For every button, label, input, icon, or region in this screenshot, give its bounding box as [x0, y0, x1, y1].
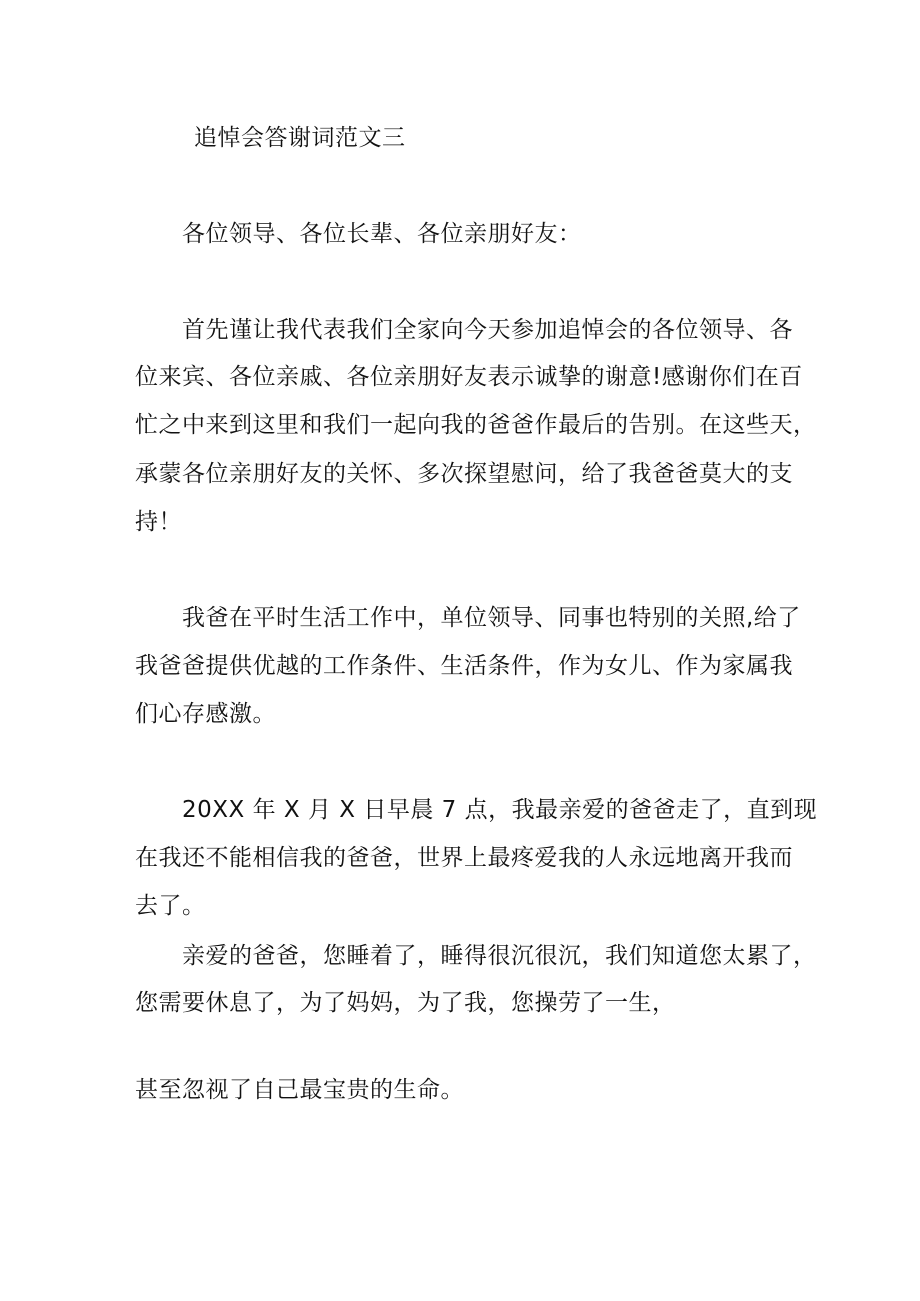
paragraph-line: 承蒙各位亲朋好友的关怀、多次探望慰问，给了我爸爸莫大的支 [135, 461, 793, 487]
paragraph-line: 20XX 年 X 月 X 日早晨 7 点，我最亲爱的爸爸走了，直到现 [182, 797, 818, 823]
paragraph-line: 在我还不能相信我的爸爸，世界上最疼爱我的人永远地离开我而 [135, 845, 793, 871]
paragraph-line: 们心存感激。 [135, 701, 276, 727]
paragraph-line: 亲爱的爸爸，您睡着了，睡得很沉很沉，我们知道您太累了， [182, 943, 817, 969]
paragraph-line: 位来宾、各位亲戚、各位亲朋好友表示诚挚的谢意!感谢你们在百 [135, 364, 803, 390]
paragraph-line: 去了。 [135, 893, 206, 919]
paragraph-line: 忙之中来到这里和我们一起向我的爸爸作最后的告别。在这些天， [135, 412, 817, 438]
paragraph-line: 我爸在平时生活工作中，单位领导、同事也特别的关照,给了 [182, 605, 801, 631]
salutation: 各位领导、各位长辈、各位亲朋好友： [182, 221, 582, 247]
paragraph-line: 您需要休息了，为了妈妈，为了我，您操劳了一生， [135, 990, 676, 1016]
paragraph-line: 甚至忽视了自己最宝贵的生命。 [135, 1077, 464, 1103]
paragraph-line: 持！ [135, 509, 182, 535]
document-title: 追悼会答谢词范文三 [194, 125, 406, 151]
paragraph-line: 我爸爸提供优越的工作条件、生活条件，作为女儿、作为家属我 [135, 653, 793, 679]
paragraph-line: 首先谨让我代表我们全家向今天参加追悼会的各位领导、各 [182, 317, 793, 343]
